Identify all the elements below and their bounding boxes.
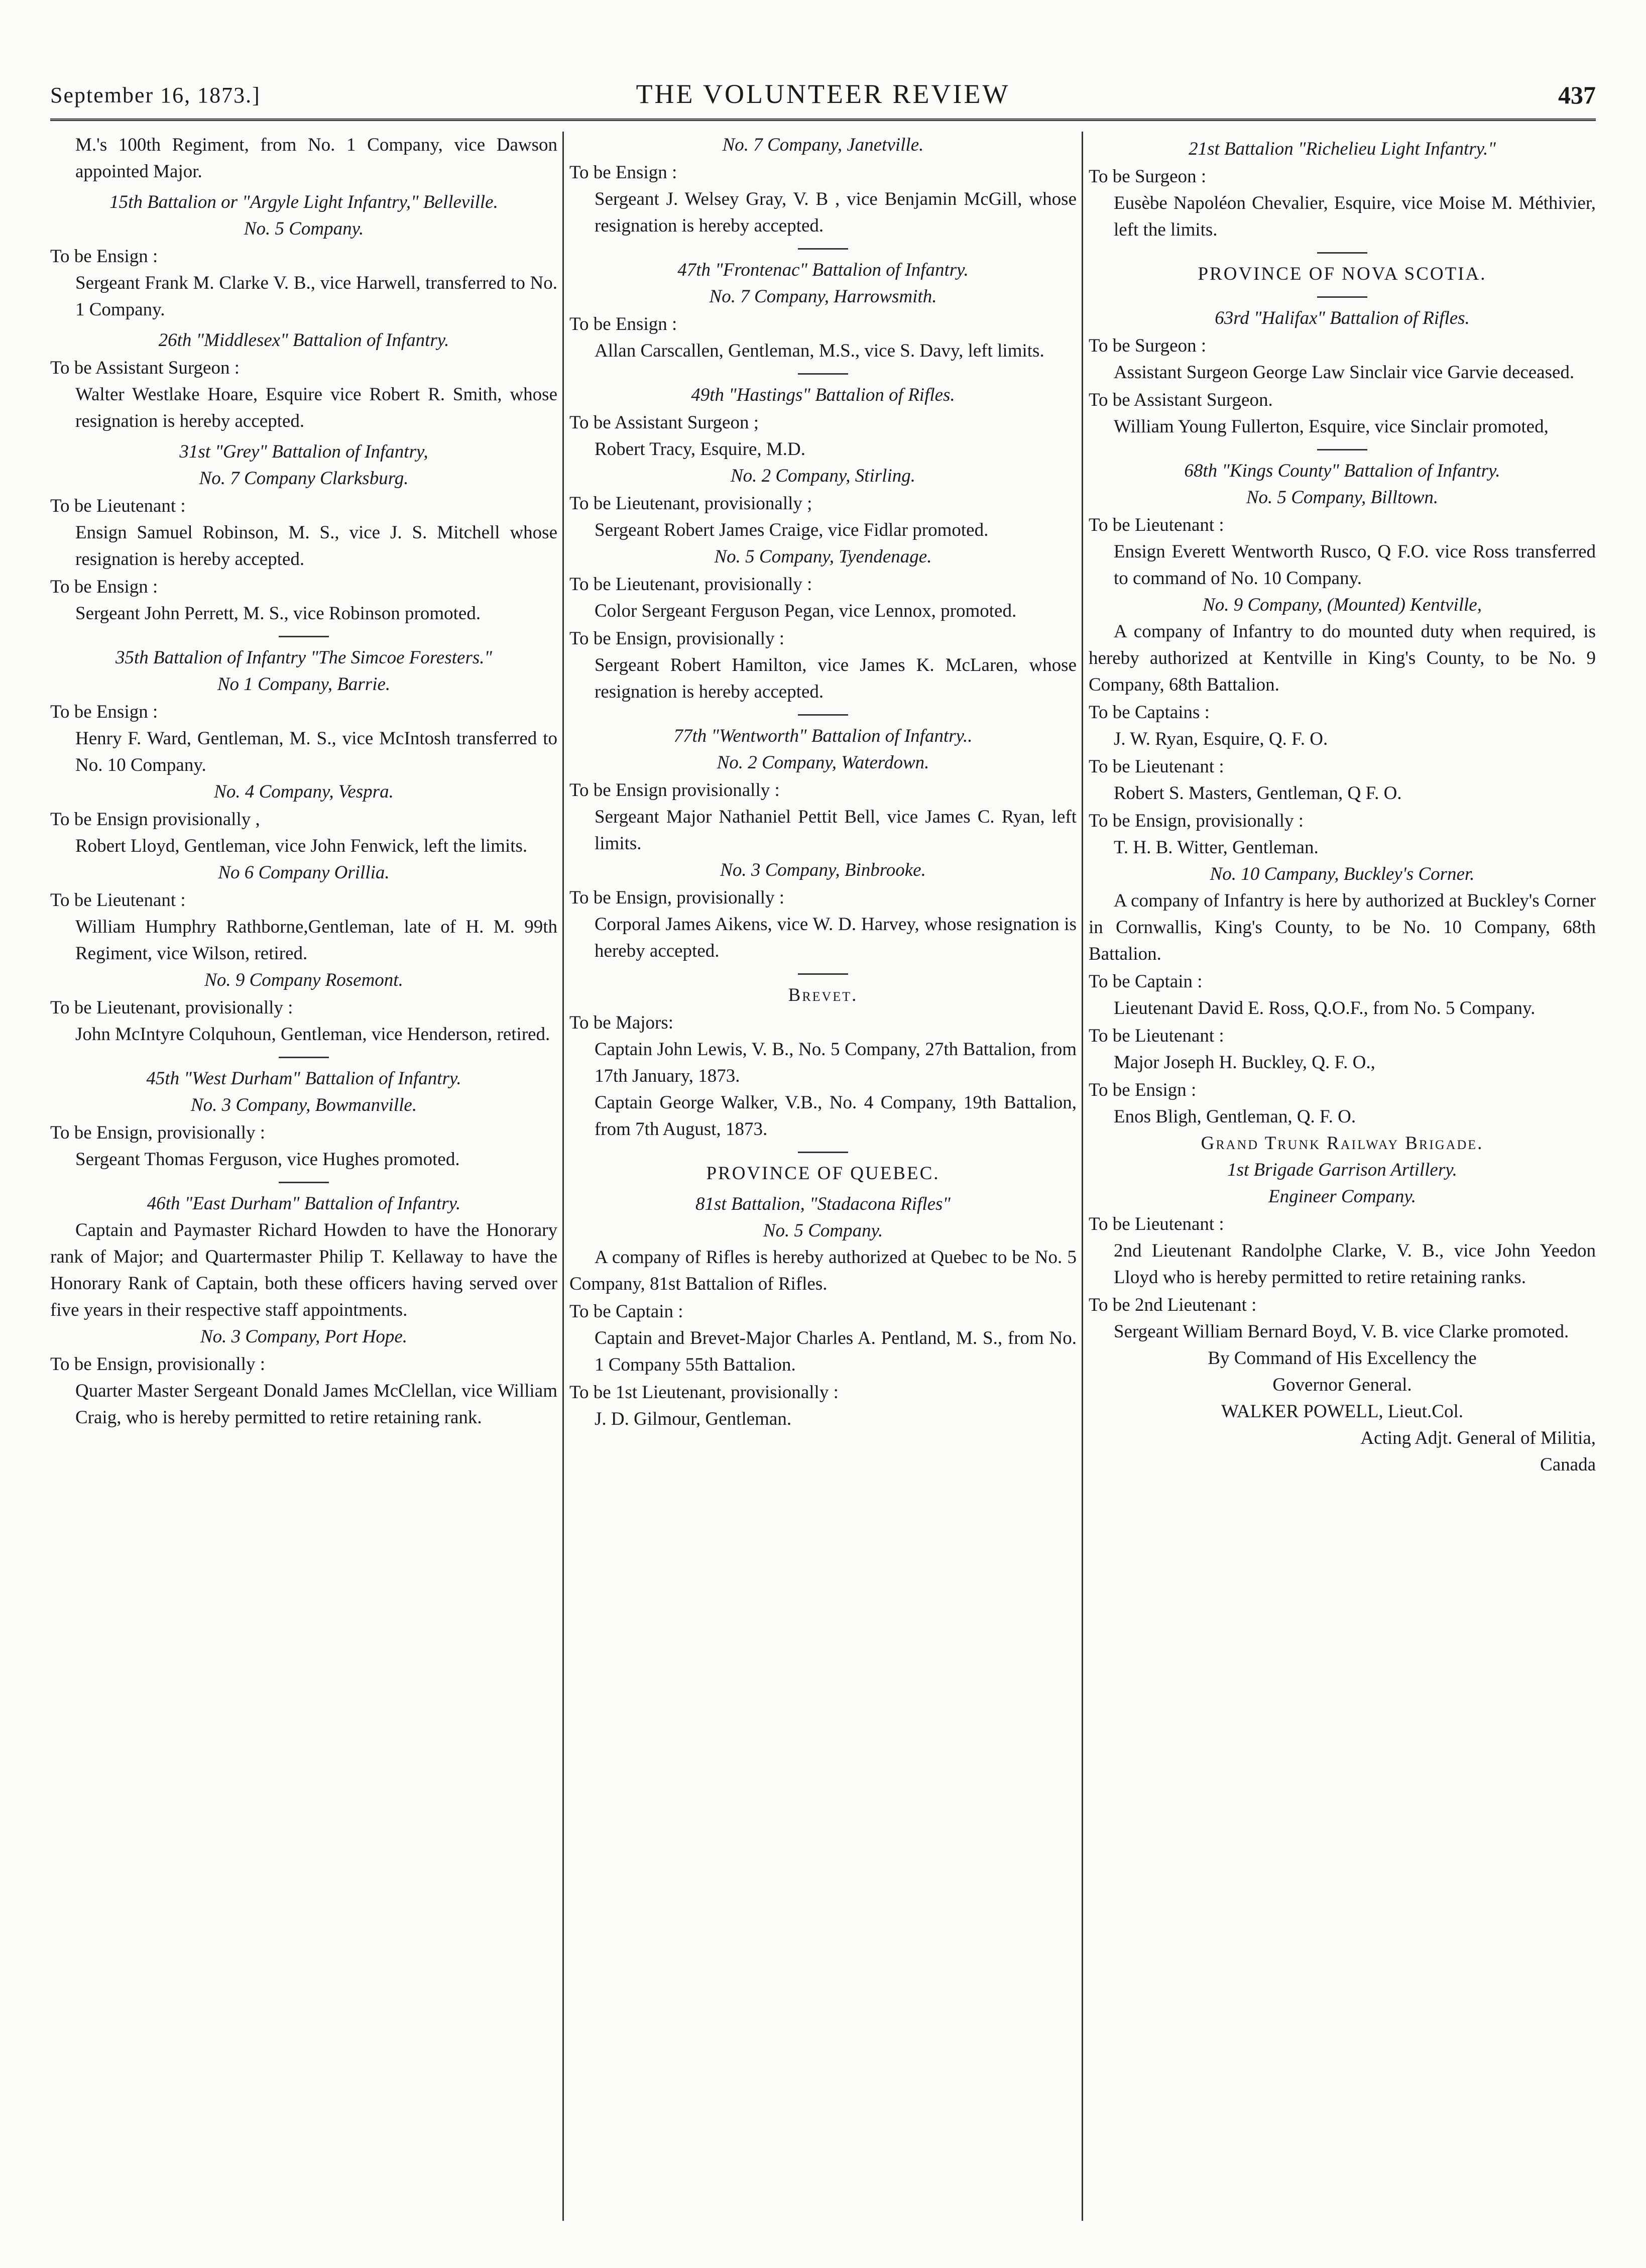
entry: Robert S. Masters, Gentleman, Q F. O. bbox=[1114, 783, 1402, 804]
rank-label: To be Lieutenant, provisionally : bbox=[569, 574, 812, 595]
entry: Sergeant J. Welsey Gray, V. B , vice Benjamin McGill, whose resignation is hereby accepted. bbox=[595, 189, 1077, 236]
entry: Ensign Samuel Robinson, M. S., vice J. S. Mitchell whose resignation is hereby accepted. bbox=[75, 522, 557, 570]
rank-label: To be Ensign, provisionally : bbox=[1089, 811, 1304, 831]
rank-label: To be Ensign, provisionally : bbox=[569, 887, 785, 908]
province-heading: PROVINCE OF QUEBEC. bbox=[706, 1163, 940, 1184]
separator-rule bbox=[279, 1182, 329, 1183]
rank-label: To be 2nd Lieutenant : bbox=[1089, 1295, 1257, 1315]
entry: Sergeant Robert Hamilton, vice James K. McLaren, whose resignation is hereby accepted. bbox=[595, 655, 1077, 702]
entry: Quarter Master Sergeant Donald James McClellan, vice William Craig, who is hereby permitted to retire retaining rank. bbox=[75, 1381, 557, 1428]
company-heading: No. 9 Company Rosemont. bbox=[204, 970, 403, 990]
rank-label: To be Lieutenant : bbox=[1089, 515, 1224, 535]
entry: M.'s 100th Regiment, from No. 1 Company, vice Dawson appointed Major. bbox=[75, 135, 557, 182]
rank-label: To be Ensign provisionally , bbox=[50, 809, 260, 830]
entry: William Humphry Rathborne,Gentleman, late of H. M. 99th Regiment, vice Wilson, retired. bbox=[75, 917, 557, 964]
entry: Sergeant Thomas Ferguson, vice Hughes promoted. bbox=[75, 1149, 460, 1170]
column-1 bbox=[50, 132, 557, 2236]
company-heading: No. 2 Company, Stirling. bbox=[731, 466, 915, 486]
rank-label: To be 1st Lieutenant, provisionally : bbox=[569, 1382, 839, 1403]
battalion-heading: 47th "Frontenac" Battalion of Infantry. bbox=[677, 260, 969, 280]
rank-label: To be Surgeon : bbox=[1089, 166, 1207, 187]
paragraph: A company of Infantry is here by authorized at Buckley's Corner in Cornwallis, King's County, to be No. 10 Company, 68th Battalion. bbox=[1089, 890, 1596, 964]
signature-title: Acting Adjt. General of Militia, bbox=[1360, 1428, 1596, 1448]
battalion-heading: 35th Battalion of Infantry "The Simcoe Foresters." bbox=[115, 647, 493, 668]
issue-date: September 16, 1873.] bbox=[50, 83, 261, 107]
company-heading: No. 10 Campany, Buckley's Corner. bbox=[1210, 864, 1475, 884]
battalion-heading: 26th "Middlesex" Battalion of Infantry. bbox=[158, 330, 449, 351]
entry: Lieutenant David E. Ross, Q.O.F., from No. 5 Company. bbox=[1114, 998, 1536, 1018]
separator-rule bbox=[798, 248, 848, 250]
entry: Sergeant John Perrett, M. S., vice Robinson promoted. bbox=[75, 603, 481, 624]
separator-rule bbox=[798, 973, 848, 975]
battalion-heading: 49th "Hastings" Battalion of Rifles. bbox=[691, 385, 955, 405]
battalion-heading: 77th "Wentworth" Battalion of Infantry.. bbox=[673, 726, 973, 746]
battalion-heading: 45th "West Durham" Battalion of Infantry. bbox=[146, 1068, 461, 1089]
entry: Robert Lloyd, Gentleman, vice John Fenwick, left the limits. bbox=[75, 836, 528, 856]
signature-title: Canada bbox=[1540, 1454, 1596, 1475]
entry: J. W. Ryan, Esquire, Q. F. O. bbox=[1114, 729, 1328, 749]
rank-label: To be Ensign provisionally : bbox=[569, 780, 780, 801]
rank-label: To be Captain : bbox=[569, 1301, 683, 1322]
rank-label: To be Lieutenant : bbox=[50, 496, 186, 516]
rank-label: To be Ensign, provisionally : bbox=[50, 1122, 266, 1143]
section-heading: Grand Trunk Railway Brigade. bbox=[1201, 1133, 1484, 1154]
company-heading: Engineer Company. bbox=[1268, 1186, 1416, 1207]
rank-label: To be Ensign : bbox=[1089, 1080, 1197, 1100]
rank-label: To be Ensign, provisionally : bbox=[569, 628, 785, 649]
signature-line: Governor General. bbox=[1272, 1375, 1412, 1395]
entry: Sergeant Robert James Craige, vice Fidlar promoted. bbox=[595, 520, 989, 540]
entry: Sergeant Frank M. Clarke V. B., vice Harwell, transferred to No. 1 Company. bbox=[75, 273, 557, 320]
battalion-heading: 68th "Kings County" Battalion of Infantry. bbox=[1184, 461, 1500, 481]
company-heading: No. 5 Company, Tyendenage. bbox=[714, 546, 932, 567]
rank-label: To be Assistant Surgeon : bbox=[50, 358, 240, 378]
company-heading: No 6 Company Orillia. bbox=[218, 862, 390, 883]
subsection-heading: 1st Brigade Garrison Artillery. bbox=[1227, 1160, 1457, 1180]
company-heading: No. 3 Company, Binbrooke. bbox=[720, 860, 926, 880]
rank-label: To be Assistant Surgeon ; bbox=[569, 412, 759, 433]
rank-label: To be Lieutenant, provisionally ; bbox=[569, 493, 812, 514]
company-heading: No. 7 Company, Janetville. bbox=[722, 135, 924, 155]
publication-title: THE VOLUNTEER REVIEW bbox=[636, 79, 1010, 109]
entry: Henry F. Ward, Gentleman, M. S., vice McIntosh transferred to No. 10 Company. bbox=[75, 728, 557, 775]
separator-rule bbox=[279, 636, 329, 637]
separator-rule bbox=[279, 1057, 329, 1058]
rank-label: To be Majors: bbox=[569, 1012, 674, 1033]
entry: Color Sergeant Ferguson Pegan, vice Lennox, promoted. bbox=[595, 601, 1017, 621]
rank-label: To be Lieutenant, provisionally : bbox=[50, 997, 293, 1018]
page-header bbox=[50, 75, 1596, 121]
column-divider bbox=[1082, 132, 1083, 2221]
entry: Sergeant William Bernard Boyd, V. B. vice Clarke promoted. bbox=[1114, 1321, 1569, 1342]
entry: John McIntyre Colquhoun, Gentleman, vice Henderson, retired. bbox=[75, 1024, 550, 1045]
entry: Captain John Lewis, V. B., No. 5 Company, 27th Battalion, from 17th January, 1873. bbox=[595, 1039, 1077, 1086]
separator-rule bbox=[798, 1152, 848, 1153]
province-heading: PROVINCE OF NOVA SCOTIA. bbox=[1198, 264, 1487, 284]
signature-name: WALKER POWELL, Lieut.Col. bbox=[1221, 1401, 1463, 1422]
entry: Eusèbe Napoléon Chevalier, Esquire, vice Moise M. Méthivier, left the limits. bbox=[1114, 193, 1596, 240]
battalion-heading: 31st "Grey" Battalion of Infantry, bbox=[179, 441, 428, 462]
rank-label: To be Ensign : bbox=[50, 577, 158, 597]
article-columns bbox=[50, 132, 1596, 2236]
entry: T. H. B. Witter, Gentleman. bbox=[1114, 837, 1319, 858]
company-heading: No. 3 Company, Bowmanville. bbox=[190, 1095, 417, 1115]
entry: Captain George Walker, V.B., No. 4 Company, 19th Battalion, from 7th August, 1873. bbox=[595, 1092, 1077, 1140]
company-heading: No. 4 Company, Vespra. bbox=[214, 781, 394, 802]
paragraph: A company of Infantry to do mounted duty when required, is hereby authorized at Kentville in King's County, to be No. 9 Company, 68th Battalion. bbox=[1089, 621, 1596, 695]
rank-label: To be Ensign : bbox=[569, 162, 677, 183]
battalion-heading: 63rd "Halifax" Battalion of Rifles. bbox=[1215, 308, 1470, 328]
column-divider bbox=[562, 132, 564, 2221]
entry: William Young Fullerton, Esquire, vice Sinclair promoted, bbox=[1114, 416, 1549, 437]
separator-rule bbox=[1317, 449, 1367, 450]
column-3 bbox=[1089, 132, 1596, 2236]
entry: Robert Tracy, Esquire, M.D. bbox=[595, 439, 805, 460]
rank-label: To be Lieutenant : bbox=[1089, 1026, 1224, 1046]
company-heading: No 1 Company, Barrie. bbox=[217, 674, 391, 695]
battalion-heading: 21st Battalion "Richelieu Light Infantry." bbox=[1189, 139, 1496, 159]
company-heading: No. 7 Company Clarksburg. bbox=[199, 468, 409, 489]
page-number: 437 bbox=[1558, 81, 1596, 109]
column-2 bbox=[569, 132, 1077, 2236]
signature-line: By Command of His Excellency the bbox=[1208, 1348, 1477, 1369]
paragraph: Captain and Paymaster Richard Howden to have the Honorary rank of Major; and Quartermaster Philip T. Kellaway to have the Honorary Rank of Captain, both these officers having served over five years in their respective staff appointments. bbox=[50, 1220, 557, 1320]
entry: 2nd Lieutenant Randolphe Clarke, V. B., vice John Yeedon Lloyd who is hereby permitted to retire retaining ranks. bbox=[1114, 1240, 1596, 1288]
paragraph: A company of Rifles is hereby authorized at Quebec to be No. 5 Company, 81st Battalion of Rifles. bbox=[569, 1247, 1077, 1294]
entry: J. D. Gilmour, Gentleman. bbox=[595, 1409, 792, 1429]
rank-label: To be Surgeon : bbox=[1089, 335, 1207, 356]
entry: Allan Carscallen, Gentleman, M.S., vice S. Davy, left limits. bbox=[595, 341, 1044, 361]
entry: Corporal James Aikens, vice W. D. Harvey, whose resignation is hereby accepted. bbox=[595, 914, 1077, 961]
rank-label: To be Lieutenant : bbox=[1089, 756, 1224, 777]
rank-label: To be Assistant Surgeon. bbox=[1089, 390, 1273, 410]
company-heading: No. 7 Company, Harrowsmith. bbox=[709, 286, 937, 307]
separator-rule bbox=[798, 373, 848, 375]
company-heading: No. 3 Company, Port Hope. bbox=[200, 1326, 408, 1347]
entry: Captain and Brevet-Major Charles A. Pentland, M. S., from No. 1 Company 55th Battalion. bbox=[595, 1328, 1077, 1375]
entry: Major Joseph H. Buckley, Q. F. O., bbox=[1114, 1052, 1375, 1073]
entry: Assistant Surgeon George Law Sinclair vice Garvie deceased. bbox=[1114, 362, 1575, 383]
company-heading: No. 9 Company, (Mounted) Kentville, bbox=[1203, 595, 1482, 615]
entry: Walter Westlake Hoare, Esquire vice Robert R. Smith, whose resignation is hereby accepted. bbox=[75, 384, 557, 431]
entry: Sergeant Major Nathaniel Pettit Bell, vice James C. Ryan, left limits. bbox=[595, 807, 1077, 854]
company-heading: No. 5 Company, Billtown. bbox=[1246, 487, 1439, 508]
company-heading: No. 5 Company. bbox=[763, 1220, 883, 1241]
rank-label: To be Ensign : bbox=[50, 702, 158, 722]
entry: Enos Bligh, Gentleman, Q. F. O. bbox=[1114, 1106, 1356, 1127]
separator-rule bbox=[1317, 252, 1367, 254]
battalion-heading: 46th "East Durham" Battalion of Infantry. bbox=[147, 1193, 461, 1214]
battalion-heading: 15th Battalion or "Argyle Light Infantry," Belleville. bbox=[109, 192, 498, 212]
company-heading: No. 2 Company, Waterdown. bbox=[717, 752, 929, 773]
company-heading: No. 5 Company. bbox=[244, 218, 364, 239]
rank-label: To be Ensign : bbox=[569, 314, 677, 334]
rank-label: To be Lieutenant : bbox=[1089, 1214, 1224, 1234]
rank-label: To be Captains : bbox=[1089, 702, 1210, 723]
rank-label: To be Ensign : bbox=[50, 246, 158, 267]
separator-rule bbox=[1317, 296, 1367, 298]
section-heading: Brevet. bbox=[788, 985, 858, 1005]
rank-label: To be Ensign, provisionally : bbox=[50, 1354, 266, 1375]
battalion-heading: 81st Battalion, "Stadacona Rifles" bbox=[695, 1194, 951, 1214]
rank-label: To be Captain : bbox=[1089, 971, 1203, 992]
separator-rule bbox=[798, 714, 848, 716]
rank-label: To be Lieutenant : bbox=[50, 890, 186, 911]
entry: Ensign Everett Wentworth Rusco, Q F.O. vice Ross transferred to command of No. 10 Company. bbox=[1114, 541, 1596, 589]
